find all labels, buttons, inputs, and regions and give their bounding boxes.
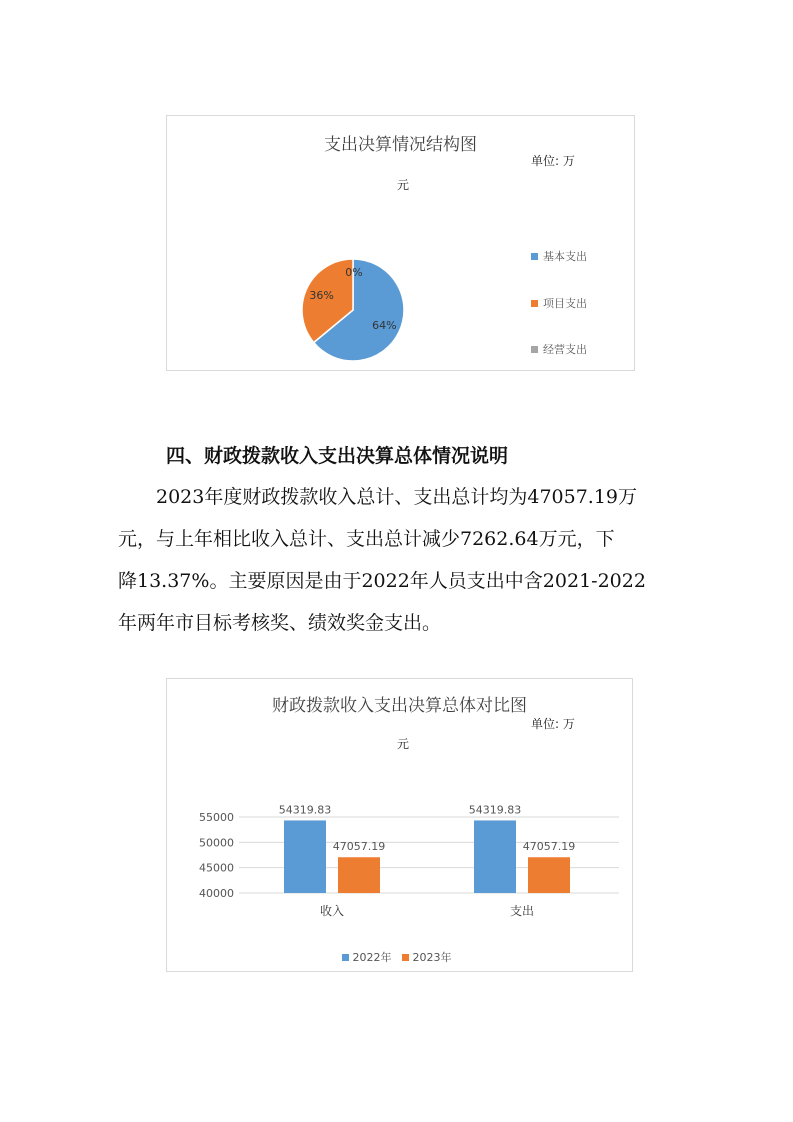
section-paragraph — [118, 476, 678, 644]
pie-chart-container — [166, 115, 635, 371]
bar-data-label: 47057.19 — [332, 840, 386, 854]
bar-legend-label: 2023年 — [412, 951, 452, 964]
bar-legend-swatch — [342, 954, 349, 961]
pie-legend-item-operating — [531, 341, 587, 357]
pie-legend-item-basic — [531, 248, 587, 264]
bar — [338, 857, 380, 893]
pie-legend-label: 项目支出 — [543, 297, 587, 310]
pie-unit-line1: 单位: 万 — [531, 154, 575, 168]
y-tick-label: 55000 — [199, 811, 234, 824]
pie-data-label: 0% — [345, 266, 363, 279]
pie-data-label: 36% — [309, 289, 334, 303]
pie-chart — [167, 116, 634, 370]
bar-unit-line2: 元 — [397, 737, 410, 751]
bar-legend-label: 2022年 — [352, 951, 392, 964]
bar-legend — [0, 949, 793, 965]
paragraph-line: 年两年市目标考核奖、绩效奖金支出。 — [118, 612, 442, 634]
bar — [284, 820, 326, 893]
bar-legend-item-2023 — [402, 949, 452, 965]
bar-chart-container — [166, 678, 633, 972]
paragraph-line: 降13.37%。主要原因是由于2022年人员支出中含2021-2022 — [118, 570, 646, 592]
pie-legend-item-project — [531, 295, 587, 311]
section-heading: 四、财政拨款收入支出决算总体情况说明 — [166, 445, 509, 467]
pie-legend-swatch — [531, 300, 538, 307]
bar-chart-title: 财政拨款收入支出决算总体对比图 — [272, 696, 527, 716]
bar-unit-line1: 单位: 万 — [531, 717, 575, 731]
bar-legend-swatch — [402, 954, 409, 961]
pie-legend-swatch — [531, 346, 538, 353]
pie-unit-line2: 元 — [397, 178, 410, 192]
bar-legend-item-2022 — [342, 949, 392, 965]
bar-data-label: 54319.83 — [278, 803, 332, 817]
bar-data-label: 54319.83 — [468, 803, 522, 817]
bar-data-label: 47057.19 — [522, 840, 576, 854]
y-tick-label: 50000 — [199, 836, 234, 850]
x-category-label: 支出 — [509, 904, 535, 918]
y-tick-label: 40000 — [199, 887, 234, 900]
paragraph-line: 元，与上年相比收入总计、支出总计减少7262.64万元，下 — [118, 528, 615, 550]
pie-legend-swatch — [531, 253, 538, 260]
paragraph-line: 2023年度财政拨款收入总计、支出总计均为47057.19万 — [156, 486, 638, 508]
y-tick-label: 45000 — [199, 861, 234, 875]
bar — [474, 820, 516, 893]
bar-chart — [167, 679, 632, 971]
pie-chart-title: 支出决算情况结构图 — [324, 135, 477, 155]
pie-legend-label: 基本支出 — [543, 250, 587, 263]
pie-legend-label: 经营支出 — [543, 343, 587, 356]
x-category-label: 收入 — [319, 904, 345, 918]
pie-data-label: 64% — [372, 318, 397, 332]
bar — [528, 857, 570, 893]
